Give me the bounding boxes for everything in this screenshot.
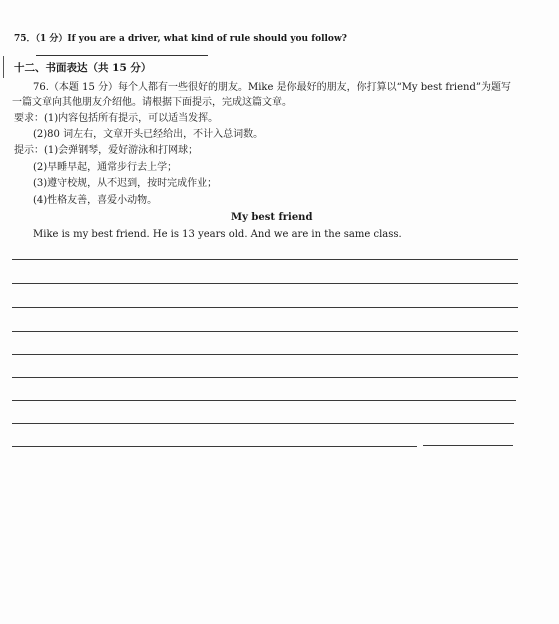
hint-1: 提示：(1)会弹钢琴，爱好游泳和打网球； — [14, 145, 199, 156]
requirement-2: (2)80 词左右，文章开头已经给出，不计入总词数。 — [33, 129, 264, 140]
requirement-1: 要求：(1)内容包括所有提示，可以适当发挥。 — [14, 113, 219, 124]
question-76-line-1: 76.（本题 15 分）每个人都有一些很好的朋友。Mike 是你最好的朋友，你打算以“My best friend”为题写 — [33, 82, 511, 93]
hint-4: (4)性格友善，喜爱小动物。 — [33, 195, 158, 206]
writing-line[interactable] — [423, 445, 513, 446]
writing-line[interactable] — [12, 354, 518, 355]
hint-3: (3)遵守校规，从不迟到，按时完成作业； — [33, 178, 218, 189]
writing-line[interactable] — [12, 400, 516, 401]
writing-line[interactable] — [12, 283, 518, 284]
writing-line[interactable] — [12, 307, 518, 308]
essay-title: My best friend — [231, 212, 313, 223]
essay-start: Mike is my best friend. He is 13 years old. And we are in the same class. — [33, 229, 402, 240]
writing-line[interactable] — [12, 331, 518, 332]
hint-2: (2)早睡早起，通常步行去上学； — [33, 162, 178, 173]
writing-line[interactable] — [12, 423, 514, 424]
writing-line[interactable] — [12, 259, 518, 260]
question-75: 75．（1 分）If you are a driver, what kind of rule should you follow? — [14, 34, 347, 44]
margin-mark — [3, 56, 4, 78]
writing-line[interactable] — [12, 446, 417, 447]
section-heading: 十二、书面表达（共 15 分） — [14, 62, 152, 74]
writing-line[interactable] — [12, 377, 518, 378]
answer-line-75[interactable] — [36, 55, 208, 56]
question-76-line-2: 一篇文章向其他朋友介绍他。请根据下面提示，完成这篇文章。 — [12, 97, 292, 108]
